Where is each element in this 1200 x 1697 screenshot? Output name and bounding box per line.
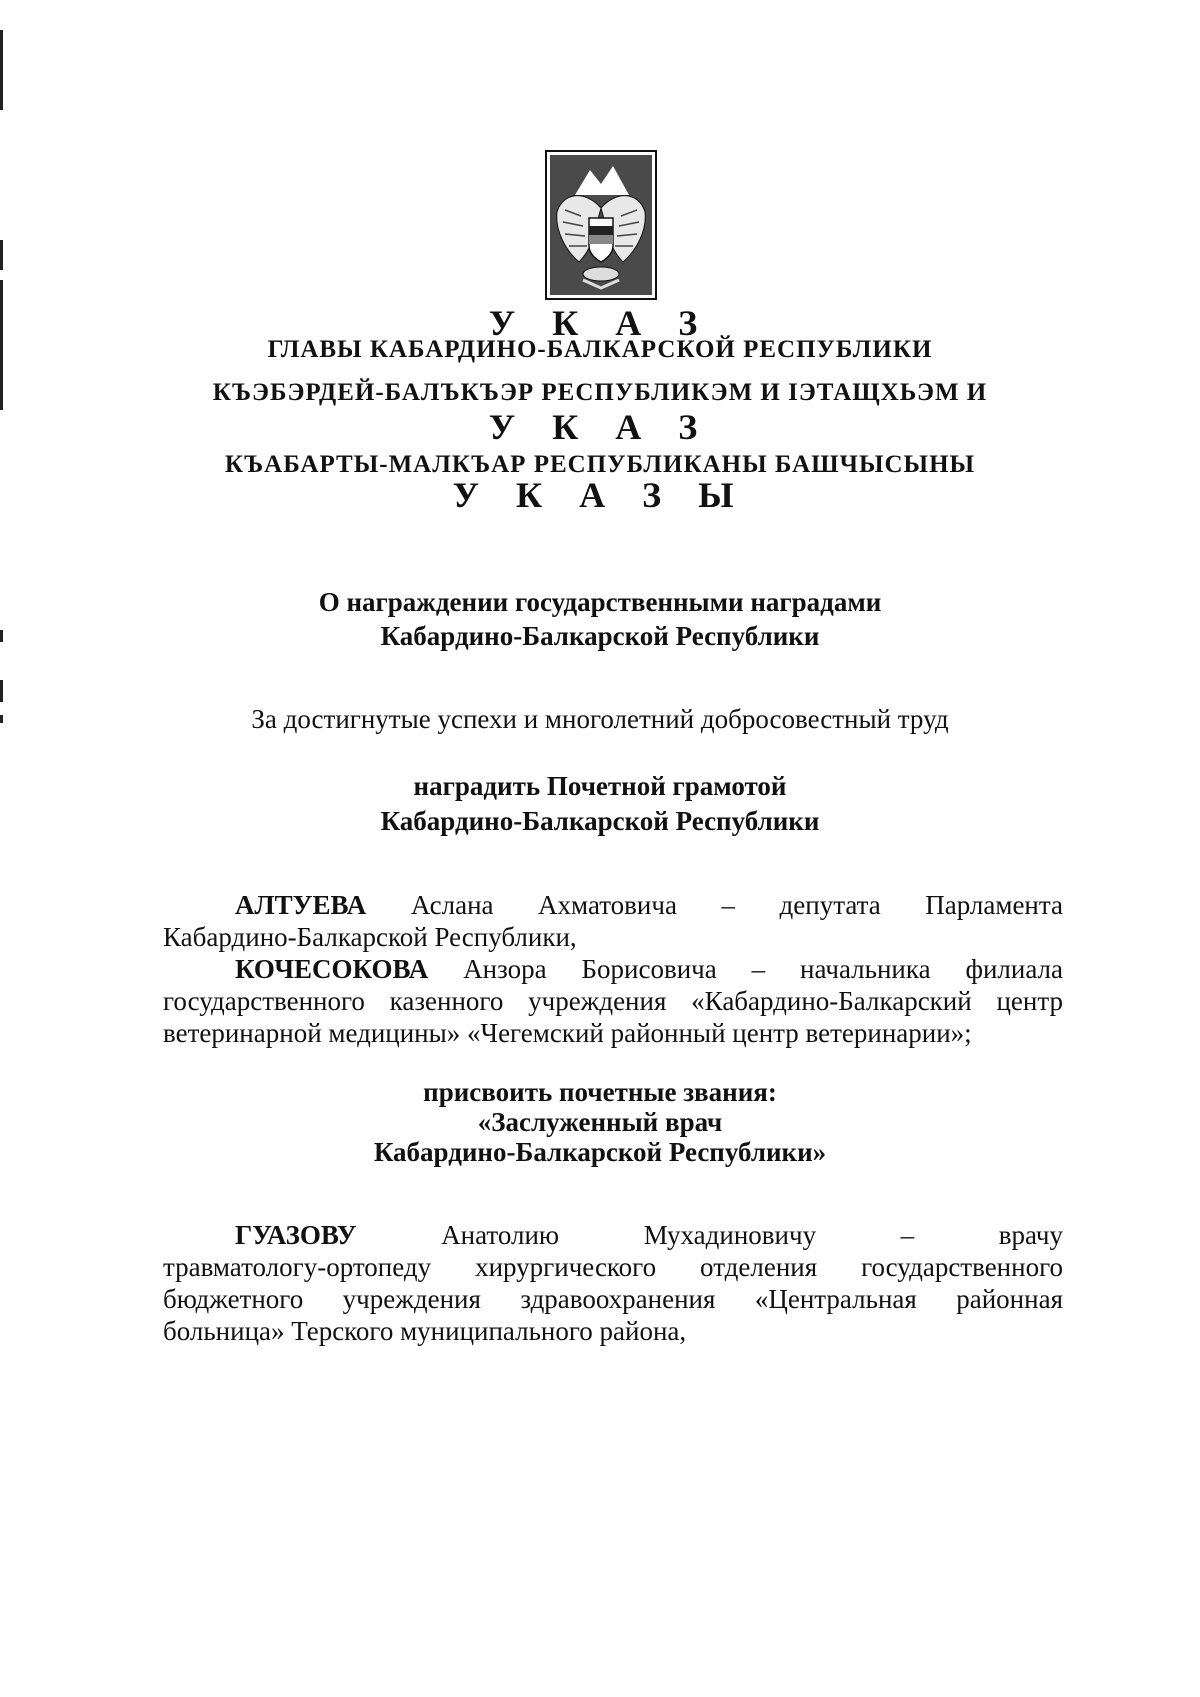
award2-line2: «Заслуженный врач [477, 1107, 723, 1137]
person-entry [163, 1219, 1063, 1347]
coat-of-arms-emblem [545, 150, 657, 300]
person-first-line: Анатолию Мухадиновичу – врачу [441, 1220, 1063, 1250]
award2-line1: присвоить почетные звания: [423, 1077, 777, 1107]
decree-title-ru: У К А З [488, 303, 712, 343]
person-entry [163, 953, 1063, 1049]
award1-line1: наградить Почетной грамотой [413, 771, 787, 801]
person-line3: бюджетного учреждения здравоохранения «Центральная районная [163, 1284, 1063, 1314]
person-surname: АЛТУЕВА [235, 890, 367, 920]
decree-title-kbd: У К А З [488, 407, 712, 447]
award1-line2: Кабардино-Балкарской Республики [380, 806, 820, 836]
person-surname: КОЧЕСОКОВА [235, 954, 429, 984]
person-rest: ветеринарной медицины» «Чегемский районный центр ветеринарии»; [163, 1018, 972, 1048]
person-first-line: Анзора Борисовича – начальника филиала [463, 954, 1064, 984]
decree-title-krc: У К А З Ы [452, 475, 748, 515]
person-surname: ГУАЗОВУ [235, 1220, 357, 1250]
person-line2: травматологу-ортопеду хирургического отделения государственного [163, 1252, 1063, 1282]
header-line-ru: ГЛАВЫ КАБАРДИНО-БАЛКАРСКОЙ РЕСПУБЛИКИ [267, 336, 933, 363]
subject-title-line1: О награждении государственными наградами [318, 587, 882, 617]
scan-edge-marks [0, 0, 6, 1697]
award2-line3: Кабардино-Балкарской Республики» [373, 1137, 827, 1167]
person-line2: государственного казенного учреждения «Кабардино-Балкарский центр [163, 986, 1063, 1016]
person-rest: Кабардино-Балкарской Республики, [163, 922, 577, 952]
subject-title-line2: Кабардино-Балкарской Республики [380, 621, 820, 651]
header-line-kbd: КЪЭБЭРДЕЙ-БАЛЪКЪЭР РЕСПУБЛИКЭМ И ІЭТАЩХЬЭМ И [212, 379, 988, 406]
person-entry [163, 889, 1063, 953]
header-line-krc: КЪАБАРТЫ-МАЛКЪАР РЕСПУБЛИКАНЫ БАШЧЫСЫНЫ [224, 451, 976, 478]
person-rest: больница» Терского муниципального района, [163, 1316, 687, 1346]
person-first-line: Аслана Ахматовича – депутата Парламента [410, 890, 1063, 920]
preamble-text: За достигнутые успехи и многолетний добросовестный труд [251, 704, 949, 734]
